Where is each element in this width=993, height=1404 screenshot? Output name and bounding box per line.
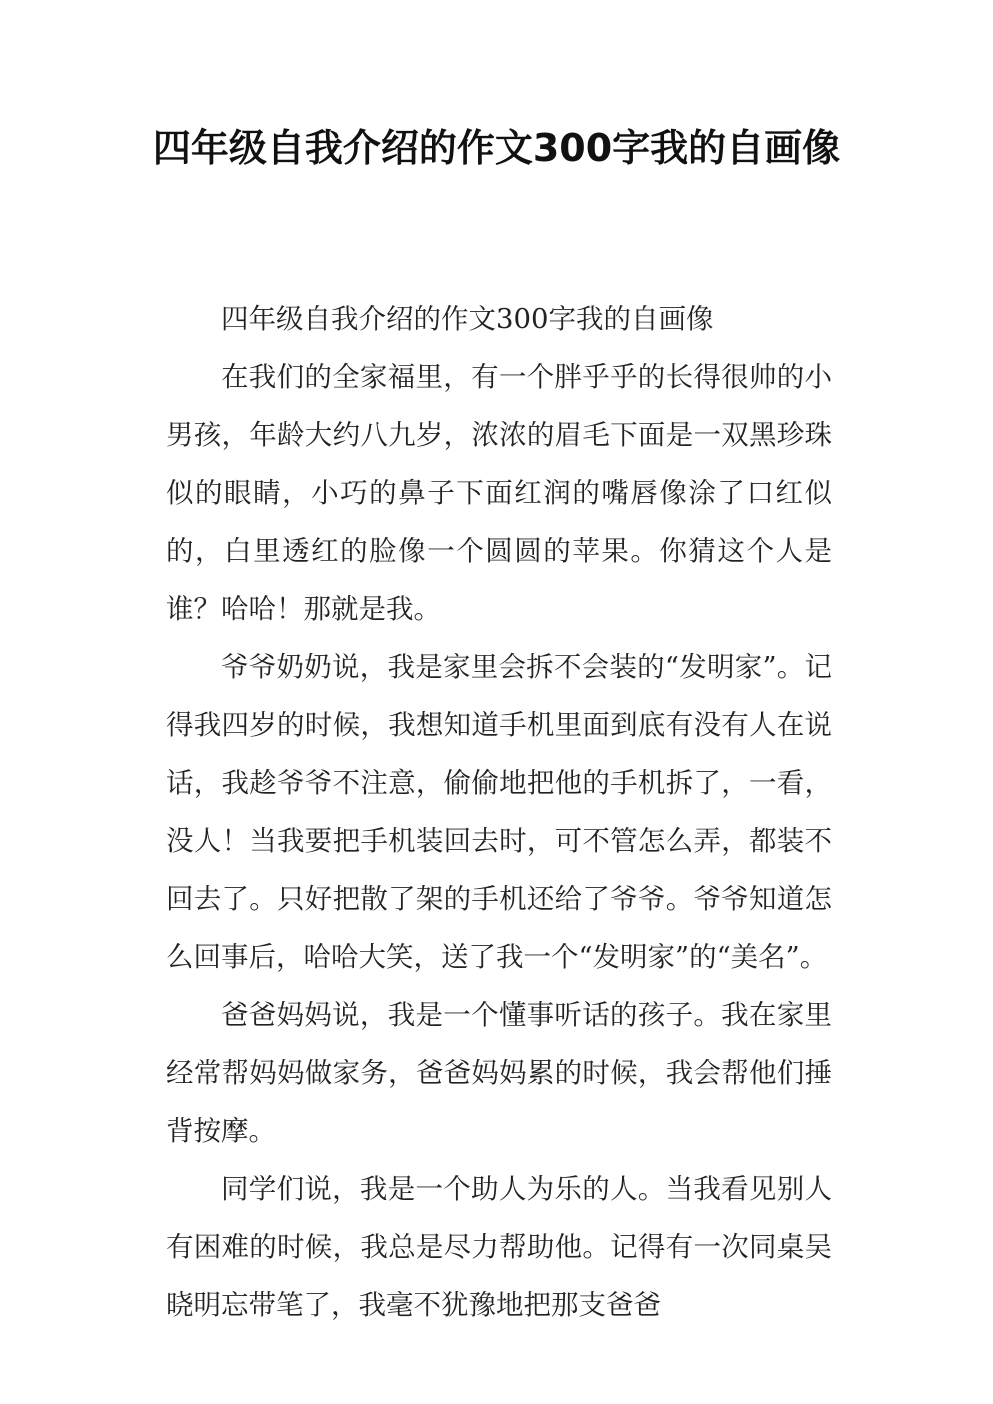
paragraph: 爸爸妈妈说，我是一个懂事听话的孩子。我在家里经常帮妈妈做家务，爸爸妈妈累的时候，我会帮他们捶背按摩。 [166, 999, 832, 1147]
paragraph: 在我们的全家福里，有一个胖乎乎的长得很帅的小男孩，年龄大约八九岁，浓浓的眉毛下面是一双黑珍珠似的眼睛，小巧的鼻子下面红润的嘴唇像涂了口红似的，白里透红的脸像一个圆圆的苹果。你猜这个人是谁？哈哈！那就是我。 [166, 361, 832, 625]
document-title: 四年级自我介绍的作文300字我的自画像 [152, 126, 841, 170]
paragraph-subtitle: 四年级自我介绍的作文300字我的自画像 [221, 303, 714, 335]
paragraph: 同学们说，我是一个助人为乐的人。当我看见别人有困难的时候，我总是尽力帮助他。记得有一次同桌吴晓明忘带笔了，我毫不犹豫地把那支爸爸 [166, 1173, 832, 1321]
paragraph: 爷爷奶奶说，我是家里会拆不会装的“发明家”。记得我四岁的时候，我想知道手机里面到底有没有人在说话，我趁爷爷不注意，偷偷地把他的手机拆了，一看，没人！当我要把手机装回去时，可不管怎么弄，都装不回去了。只好把散了架的手机还给了爷爷。爷爷知道怎么回事后，哈哈大笑，送了我一个“发明家”的“美名”。 [166, 651, 832, 973]
document-body [166, 290, 832, 1334]
